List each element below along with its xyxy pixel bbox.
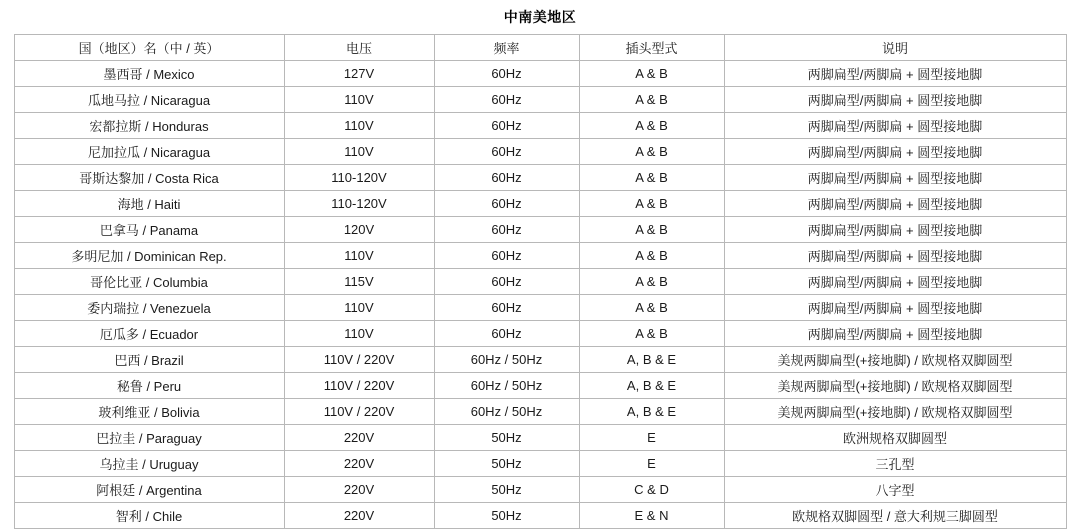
cell-country: 巴拉圭 / Paraguay xyxy=(14,425,284,451)
cell-plug-type: A & B xyxy=(579,217,724,243)
table-row xyxy=(14,61,1066,87)
column-header-plug-type: 插头型式 xyxy=(579,35,724,61)
cell-description: 两脚扁型/两脚扁 + 圆型接地脚 xyxy=(724,243,1066,269)
cell-frequency: 60Hz xyxy=(434,61,579,87)
cell-country: 委内瑞拉 / Venezuela xyxy=(14,295,284,321)
cell-country: 玻利维亚 / Bolivia xyxy=(14,399,284,425)
table-row xyxy=(14,373,1066,399)
table-body xyxy=(14,61,1066,529)
cell-frequency: 50Hz xyxy=(434,477,579,503)
cell-voltage: 110V / 220V xyxy=(284,347,434,373)
cell-frequency: 60Hz xyxy=(434,191,579,217)
cell-plug-type: E xyxy=(579,451,724,477)
cell-plug-type: A & B xyxy=(579,87,724,113)
cell-voltage: 110V xyxy=(284,113,434,139)
table-row xyxy=(14,217,1066,243)
cell-voltage: 220V xyxy=(284,477,434,503)
cell-country: 海地 / Haiti xyxy=(14,191,284,217)
table-header xyxy=(14,35,1066,61)
cell-frequency: 60Hz xyxy=(434,243,579,269)
column-header-description: 说明 xyxy=(724,35,1066,61)
table-row xyxy=(14,113,1066,139)
cell-description: 八字型 xyxy=(724,477,1066,503)
cell-voltage: 110V xyxy=(284,321,434,347)
table-row xyxy=(14,399,1066,425)
cell-country: 哥伦比亚 / Columbia xyxy=(14,269,284,295)
cell-voltage: 110V xyxy=(284,295,434,321)
cell-description: 美规两脚扁型(+接地脚) / 欧规格双脚圆型 xyxy=(724,373,1066,399)
cell-voltage: 127V xyxy=(284,61,434,87)
table-row xyxy=(14,243,1066,269)
cell-description: 两脚扁型/两脚扁 + 圆型接地脚 xyxy=(724,113,1066,139)
cell-plug-type: A & B xyxy=(579,191,724,217)
cell-plug-type: A & B xyxy=(579,165,724,191)
cell-description: 两脚扁型/两脚扁 + 圆型接地脚 xyxy=(724,269,1066,295)
cell-frequency: 60Hz xyxy=(434,165,579,191)
cell-plug-type: A, B & E xyxy=(579,373,724,399)
column-header-voltage: 电压 xyxy=(284,35,434,61)
cell-plug-type: A & B xyxy=(579,269,724,295)
cell-description: 两脚扁型/两脚扁 + 圆型接地脚 xyxy=(724,165,1066,191)
table-row xyxy=(14,191,1066,217)
table-row xyxy=(14,269,1066,295)
column-header-country: 国（地区）名（中 / 英） xyxy=(14,35,284,61)
cell-country: 哥斯达黎加 / Costa Rica xyxy=(14,165,284,191)
cell-description: 两脚扁型/两脚扁 + 圆型接地脚 xyxy=(724,321,1066,347)
table-header-row xyxy=(14,35,1066,61)
cell-plug-type: E xyxy=(579,425,724,451)
cell-frequency: 50Hz xyxy=(434,503,579,529)
cell-country: 智利 / Chile xyxy=(14,503,284,529)
table-row xyxy=(14,321,1066,347)
cell-description: 欧洲规格双脚圆型 xyxy=(724,425,1066,451)
cell-frequency: 60Hz / 50Hz xyxy=(434,399,579,425)
cell-country: 秘鲁 / Peru xyxy=(14,373,284,399)
cell-plug-type: A, B & E xyxy=(579,399,724,425)
cell-voltage: 110V xyxy=(284,243,434,269)
cell-voltage: 220V xyxy=(284,503,434,529)
cell-description: 美规两脚扁型(+接地脚) / 欧规格双脚圆型 xyxy=(724,399,1066,425)
cell-plug-type: C & D xyxy=(579,477,724,503)
cell-voltage: 220V xyxy=(284,451,434,477)
cell-voltage: 110-120V xyxy=(284,165,434,191)
table-row xyxy=(14,425,1066,451)
cell-plug-type: A & B xyxy=(579,295,724,321)
cell-country: 厄瓜多 / Ecuador xyxy=(14,321,284,347)
cell-frequency: 60Hz / 50Hz xyxy=(434,373,579,399)
cell-country: 宏都拉斯 / Honduras xyxy=(14,113,284,139)
cell-frequency: 50Hz xyxy=(434,451,579,477)
table-row xyxy=(14,87,1066,113)
table-row xyxy=(14,347,1066,373)
table-row xyxy=(14,165,1066,191)
cell-plug-type: A, B & E xyxy=(579,347,724,373)
cell-description: 欧规格双脚圆型 / 意大利规三脚圆型 xyxy=(724,503,1066,529)
table-row xyxy=(14,477,1066,503)
cell-description: 两脚扁型/两脚扁 + 圆型接地脚 xyxy=(724,295,1066,321)
cell-voltage: 110V / 220V xyxy=(284,399,434,425)
cell-plug-type: A & B xyxy=(579,321,724,347)
column-header-frequency: 频率 xyxy=(434,35,579,61)
cell-country: 乌拉圭 / Uruguay xyxy=(14,451,284,477)
cell-frequency: 60Hz xyxy=(434,113,579,139)
cell-country: 阿根廷 / Argentina xyxy=(14,477,284,503)
table-row xyxy=(14,139,1066,165)
cell-description: 两脚扁型/两脚扁 + 圆型接地脚 xyxy=(724,191,1066,217)
cell-description: 两脚扁型/两脚扁 + 圆型接地脚 xyxy=(724,139,1066,165)
cell-country: 巴拿马 / Panama xyxy=(14,217,284,243)
cell-country: 瓜地马拉 / Nicaragua xyxy=(14,87,284,113)
cell-country: 多明尼加 / Dominican Rep. xyxy=(14,243,284,269)
cell-frequency: 60Hz / 50Hz xyxy=(434,347,579,373)
cell-frequency: 60Hz xyxy=(434,269,579,295)
table-row xyxy=(14,503,1066,529)
cell-description: 两脚扁型/两脚扁 + 圆型接地脚 xyxy=(724,87,1066,113)
cell-voltage: 110-120V xyxy=(284,191,434,217)
cell-frequency: 50Hz xyxy=(434,425,579,451)
cell-frequency: 60Hz xyxy=(434,139,579,165)
cell-frequency: 60Hz xyxy=(434,321,579,347)
cell-voltage: 110V xyxy=(284,87,434,113)
page-title: 中南美地区 xyxy=(503,9,577,25)
power-standards-table xyxy=(14,34,1067,529)
cell-description: 两脚扁型/两脚扁 + 圆型接地脚 xyxy=(724,217,1066,243)
cell-plug-type: A & B xyxy=(579,113,724,139)
cell-plug-type: A & B xyxy=(579,61,724,87)
cell-voltage: 110V / 220V xyxy=(284,373,434,399)
cell-plug-type: E & N xyxy=(579,503,724,529)
cell-voltage: 110V xyxy=(284,139,434,165)
cell-description: 两脚扁型/两脚扁 + 圆型接地脚 xyxy=(724,61,1066,87)
cell-plug-type: A & B xyxy=(579,243,724,269)
cell-frequency: 60Hz xyxy=(434,87,579,113)
cell-country: 墨西哥 / Mexico xyxy=(14,61,284,87)
table-row xyxy=(14,451,1066,477)
table-row xyxy=(14,295,1066,321)
cell-voltage: 120V xyxy=(284,217,434,243)
cell-country: 巴西 / Brazil xyxy=(14,347,284,373)
cell-country: 尼加拉瓜 / Nicaragua xyxy=(14,139,284,165)
cell-description: 美规两脚扁型(+接地脚) / 欧规格双脚圆型 xyxy=(724,347,1066,373)
cell-frequency: 60Hz xyxy=(434,295,579,321)
cell-description: 三孔型 xyxy=(724,451,1066,477)
cell-voltage: 115V xyxy=(284,269,434,295)
cell-frequency: 60Hz xyxy=(434,217,579,243)
cell-voltage: 220V xyxy=(284,425,434,451)
cell-plug-type: A & B xyxy=(579,139,724,165)
